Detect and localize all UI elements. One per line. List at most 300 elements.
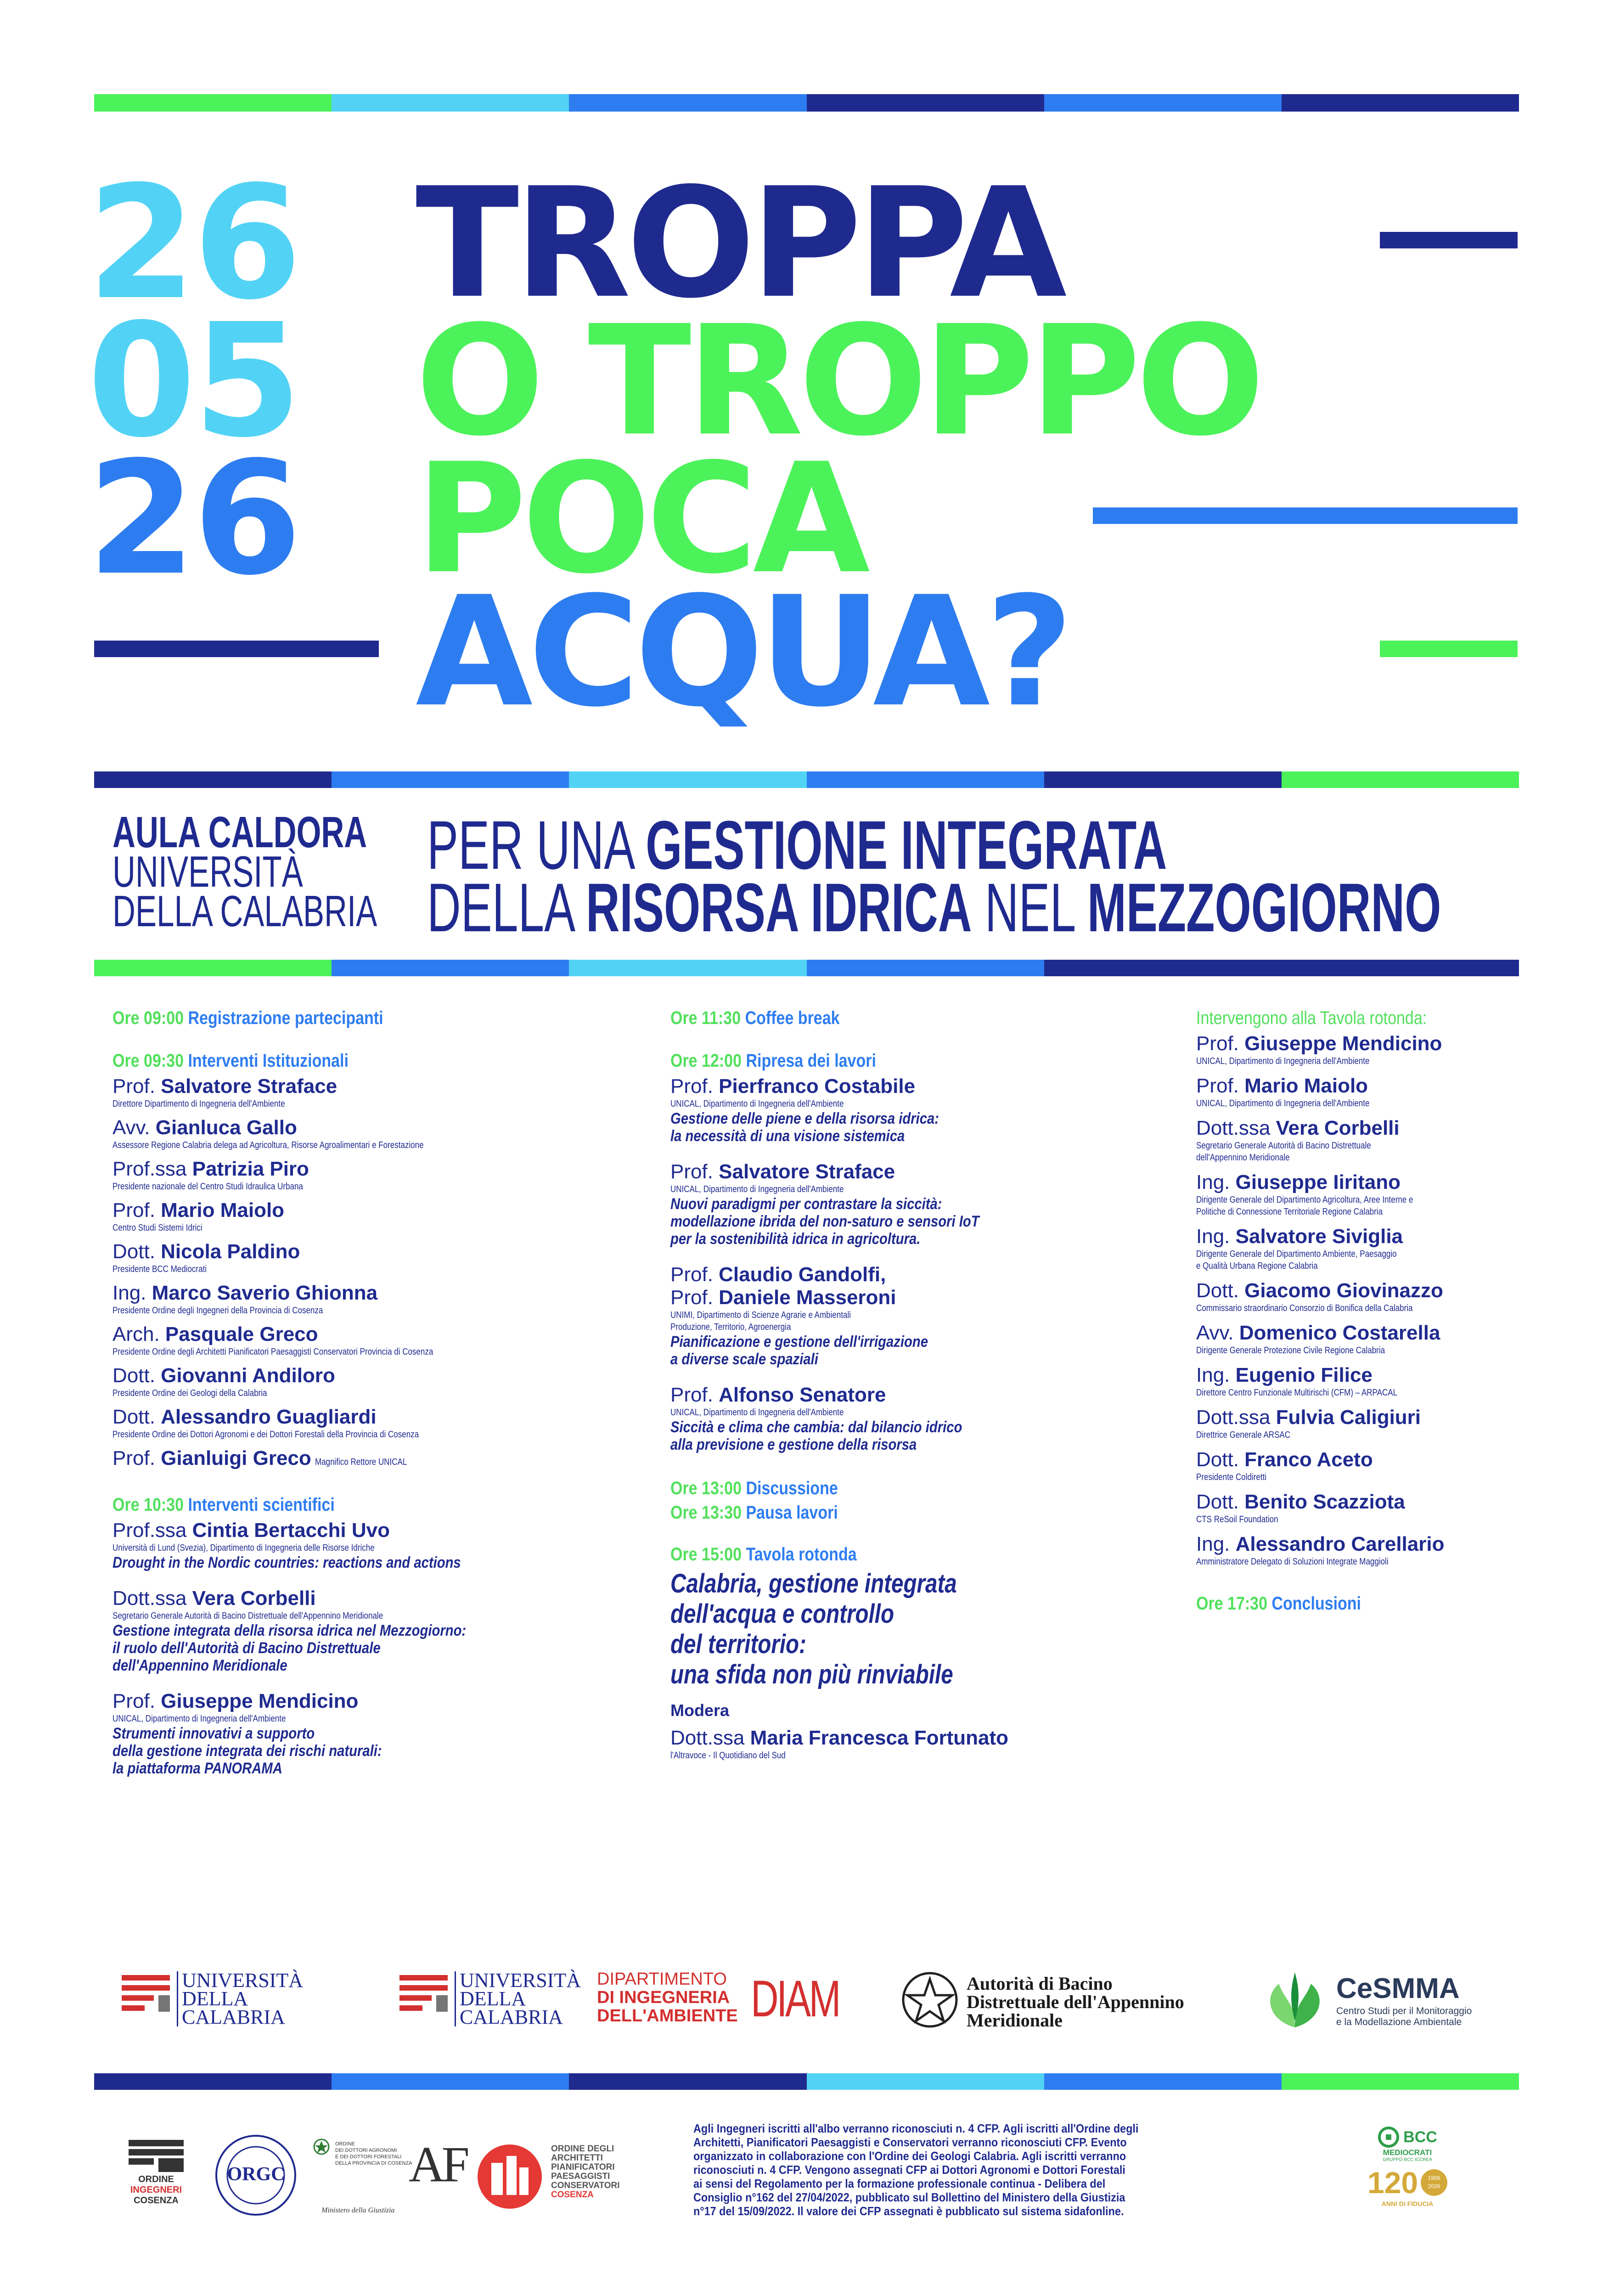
speaker-title: Avv. xyxy=(1196,1322,1239,1344)
speaker-title: Dott. xyxy=(112,1406,161,1428)
roundtable-speaker xyxy=(1196,1448,1527,1483)
program-column-3 xyxy=(1196,1008,1527,1618)
talk-item xyxy=(670,1075,1198,1145)
speaker-title: Dott. xyxy=(1196,1448,1245,1471)
speaker-name-line xyxy=(1196,1491,1527,1514)
roundtable-speaker xyxy=(1196,1117,1527,1164)
speaker-title: Dott. xyxy=(112,1240,161,1263)
speaker-title: Ing. xyxy=(112,1282,152,1304)
speaker-name: Mario Maiolo xyxy=(1244,1075,1368,1097)
talk-title: Gestione integrata della risorsa idrica nel Mezzogiorno: xyxy=(112,1622,467,1639)
subtitle-emphasis: RISORSA IDRICA xyxy=(585,869,972,946)
moderator-affiliation: l'Altravoce - Il Quotidiano del Sud xyxy=(670,1750,786,1761)
speaker-name: Patrizia Piro xyxy=(192,1158,309,1180)
title-line-2: O TROPPO xyxy=(416,293,1260,469)
speaker-item xyxy=(112,1406,641,1441)
venue-line-3: DELLA CALABRIA xyxy=(112,887,377,936)
talk-item xyxy=(112,1519,641,1571)
roundtable-speakers xyxy=(1196,1032,1527,1568)
cfp-line: organizzato in collaborazione con l'Ordine dei Geologi Calabria. Agli iscritti verranno xyxy=(693,2149,1126,2163)
architetti-line: PIANIFICATORI xyxy=(551,2162,615,2172)
architetti-mark-icon xyxy=(475,2142,544,2211)
ministero-text: Ministero della Giustizia xyxy=(321,2206,395,2214)
logo-ordine-ingegneri xyxy=(122,2140,191,2206)
speaker-title: Prof. xyxy=(112,1075,161,1097)
talk-title: alla previsione e gestione della risorsa xyxy=(670,1436,917,1453)
talk-title: Drought in the Nordic countries: reactions and actions xyxy=(112,1554,461,1571)
architetti-line: CONSERVATORI xyxy=(551,2181,620,2190)
speaker-name-line xyxy=(1196,1406,1527,1429)
speaker-affiliation: Presidente Ordine dei Dottori Agronomi e dei Dottori Forestali della Provincia di Cosenza xyxy=(112,1429,419,1440)
speaker-affiliation: UNICAL, Dipartimento di Ingegneria dell'Ambiente xyxy=(670,1099,844,1109)
moderator-name xyxy=(670,1727,1198,1750)
logo-bcc xyxy=(1359,2126,1456,2207)
title-line-1: TROPPA xyxy=(416,155,1063,332)
bcc-year: 2026 xyxy=(1428,2183,1440,2189)
logo-architetti xyxy=(475,2138,620,2216)
speaker-title: Prof. xyxy=(112,1447,161,1469)
roundtable-heading: Intervengono alla Tavola rotonda: xyxy=(1196,1008,1427,1028)
speaker-name: Gianluca Gallo xyxy=(155,1116,297,1139)
speaker-name-line xyxy=(112,1075,641,1098)
speaker-item xyxy=(112,1447,641,1470)
session-label: Ripresa dei lavori xyxy=(746,1051,876,1071)
speaker-name: Mario Maiolo xyxy=(161,1199,285,1221)
speaker-affiliation: Università di Lund (Svezia), Dipartimento di Ingegneria delle Risorse Idriche xyxy=(112,1543,375,1553)
speaker-name-line xyxy=(112,1240,641,1263)
time-label: Ore 09:30 xyxy=(112,1051,184,1071)
agronomi-line: ORDINE xyxy=(335,2141,355,2147)
ordine-line: INGEGNERI xyxy=(130,2185,182,2195)
speaker-affiliation: Dirigente Generale del Dipartimento Ambiente, Paesaggio xyxy=(1196,1249,1397,1259)
speaker-name-line xyxy=(670,1286,1198,1309)
speaker-title: Prof. xyxy=(1196,1032,1245,1055)
logo-diam: DIAM xyxy=(751,1970,839,2027)
speaker-affiliation: Dirigente Generale Protezione Civile Regione Calabria xyxy=(1196,1345,1385,1356)
speaker-name-line xyxy=(1196,1364,1527,1387)
top-stripe xyxy=(94,94,1519,112)
logo-orgc xyxy=(214,2133,298,2218)
speaker-name: Giacomo Giovinazzo xyxy=(1244,1279,1443,1302)
roundtable-title-line: del territorio: xyxy=(670,1629,806,1659)
logo-agronomi xyxy=(308,2138,412,2214)
roundtable-title-line: una sfida non più rinviabile xyxy=(670,1660,953,1689)
speaker-name-line xyxy=(112,1690,641,1713)
speaker-title: Dott.ssa xyxy=(1196,1117,1276,1139)
speaker-title: Prof. xyxy=(670,1286,719,1309)
dash-right-1 xyxy=(1380,232,1518,248)
talk-item xyxy=(112,1587,641,1674)
date-month: 05 xyxy=(87,290,299,472)
session-time xyxy=(670,1008,1119,1029)
speaker-title: Ing. xyxy=(1196,1364,1236,1386)
speaker-name: Claudio Gandolfi, xyxy=(719,1263,886,1286)
time-label: Ore 09:00 xyxy=(112,1008,184,1028)
session-time xyxy=(112,1008,562,1029)
speaker-affiliation: Direttrice Generale ARSAC xyxy=(1196,1430,1291,1440)
speaker-name-line xyxy=(112,1116,641,1139)
logo-department xyxy=(597,1970,748,2025)
talk-title: Strumenti innovativi a supporto xyxy=(112,1725,315,1742)
speaker-affiliation: Direttore Centro Funzionale Multirischi (CFM) – ARPACAL xyxy=(1196,1388,1398,1398)
bcc-tag: ANNI DI FIDUCIA xyxy=(1381,2200,1434,2207)
roundtable-speaker xyxy=(1196,1364,1527,1399)
speaker-name-line xyxy=(1196,1075,1527,1097)
speaker-name: Alessandro Guagliardi xyxy=(161,1406,377,1428)
talk-title: della gestione integrata dei rischi naturali: xyxy=(112,1742,382,1760)
subtitle-line-1 xyxy=(427,806,1441,884)
talk-item xyxy=(670,1160,1198,1248)
speaker-name-line xyxy=(112,1323,641,1346)
session-label: Discussione xyxy=(746,1478,838,1498)
speaker-title: Prof. xyxy=(670,1263,719,1286)
bcc-mark-icon xyxy=(1378,2126,1400,2148)
speaker-name-line xyxy=(112,1199,641,1222)
speaker-affiliation: Commissario straordinario Consorzio di Bonifica della Calabria xyxy=(1196,1303,1413,1313)
speaker-affiliation: Produzione, Territorio, Agroenergia xyxy=(670,1322,791,1332)
bcc-sub-2: GRUPPO BCC ICCREA xyxy=(1383,2157,1432,2162)
speaker-title: Dott. xyxy=(1196,1491,1245,1513)
architetti-line: COSENZA xyxy=(551,2190,594,2200)
speaker-affiliation: UNICAL, Dipartimento di Ingegneria dell'Ambiente xyxy=(670,1407,844,1418)
speaker-name: Benito Scazziota xyxy=(1244,1491,1405,1513)
cfp-line: Architetti, Pianificatori Paesaggisti e Conservatori verranno riconosciuti CFP. Evento xyxy=(693,2135,1127,2149)
speaker-name: Cintia Bertacchi Uvo xyxy=(192,1519,390,1542)
time-label: Ore 12:00 xyxy=(670,1051,742,1071)
speaker-title: Ing. xyxy=(1196,1171,1236,1193)
speaker-title: Prof. xyxy=(670,1160,719,1183)
unical-line: DELLA xyxy=(460,1987,526,2010)
session-time xyxy=(670,1544,1119,1565)
bcc-sub-1: MEDIOCRATI xyxy=(1383,2148,1432,2157)
speaker-name: Daniele Masseroni xyxy=(719,1286,896,1309)
republic-emblem-icon xyxy=(312,2138,331,2156)
cesmma-leaf-icon xyxy=(1260,1970,1329,2030)
autorita-line: Meridionale xyxy=(967,2010,1063,2031)
speaker-title: Arch. xyxy=(112,1323,165,1345)
speaker-affiliation: UNIMI, Dipartimento di Scienze Agrarie e Ambientali xyxy=(670,1310,851,1320)
speaker-name-line xyxy=(112,1364,641,1387)
speaker-title: Dott. xyxy=(112,1364,161,1387)
speaker-item xyxy=(112,1323,641,1358)
subtitle-emphasis: MEZZOGIORNO xyxy=(1087,869,1441,946)
unical-line: DELLA xyxy=(182,1987,248,2010)
unical-mark-icon xyxy=(122,1975,170,2012)
speaker-name-line xyxy=(112,1447,641,1470)
talk-title: dell'Appennino Meridionale xyxy=(112,1657,287,1674)
talk-title: Nuovi paradigmi per contrastare la siccità: xyxy=(670,1195,942,1213)
cesmma-sub-1: Centro Studi per il Monitoraggio xyxy=(1336,2006,1472,2016)
subtitle-line-2 xyxy=(427,869,1441,946)
speaker-name-line xyxy=(112,1158,641,1181)
talk-title: Gestione delle piene e della risorsa idrica: xyxy=(670,1110,939,1127)
speaker-name-line xyxy=(1196,1322,1527,1345)
speaker-item xyxy=(112,1199,641,1234)
speaker-title: Ing. xyxy=(1196,1533,1236,1555)
speaker-title: Avv. xyxy=(112,1116,156,1139)
session-time xyxy=(112,1051,562,1071)
speaker-title: Dott.ssa xyxy=(1196,1406,1276,1429)
speaker-name: Pasquale Greco xyxy=(165,1323,318,1345)
talk-title: il ruolo dell'Autorità di Bacino Distrettuale xyxy=(112,1639,381,1657)
cfp-line: ai sensi del Regolamento per la formazione professionale continua - Delibera del xyxy=(693,2177,1106,2190)
autorita-line: Autorità di Bacino xyxy=(967,1973,1113,1994)
speaker-title: Dott.ssa xyxy=(112,1587,192,1609)
session-time xyxy=(670,1478,1119,1499)
speaker-affiliation: Direttore Dipartimento di Ingegneria dell'Ambiente xyxy=(112,1099,285,1109)
dept-line-2: DI INGEGNERIA xyxy=(597,1988,730,2007)
talk-item xyxy=(112,1690,641,1777)
speaker-affiliation: Presidente Ordine dei Geologi della Calabria xyxy=(112,1388,267,1398)
bcc-120: 120 xyxy=(1367,2166,1418,2200)
roundtable-speaker xyxy=(1196,1406,1527,1441)
subtitle-text: PER UNA xyxy=(427,806,646,884)
speaker-name-line xyxy=(1196,1117,1527,1140)
session-time xyxy=(670,1503,1119,1523)
bcc-name: BCC xyxy=(1403,2128,1437,2146)
speaker-title: Dott. xyxy=(1196,1279,1245,1302)
program-top-stripe xyxy=(94,960,1519,976)
speaker-name-line xyxy=(670,1263,1198,1286)
speaker-affiliation: Centro Studi Sistemi Idrici xyxy=(112,1223,202,1233)
cesmma-sub-2: e la Modellazione Ambientale xyxy=(1336,2017,1462,2027)
cfp-line: Agli Ingegneri iscritti all'albo verranno riconosciuti n. 4 CFP. Agli iscritti all'Ordine degli xyxy=(693,2122,1139,2135)
program-column-1 xyxy=(112,1008,641,1793)
session-label: Tavola rotonda xyxy=(746,1544,857,1564)
speaker-name: Domenico Costarella xyxy=(1239,1322,1440,1344)
time-label: Ore 17:30 xyxy=(1196,1593,1267,1614)
speaker-affiliation: Presidente Ordine degli Ingegneri della Provincia di Cosenza xyxy=(112,1306,323,1316)
cesmma-name: CeSMMA xyxy=(1336,1973,1460,2004)
talk-title: la piattaforma PANORAMA xyxy=(112,1760,282,1777)
session-time xyxy=(1196,1593,1477,1614)
subtitle xyxy=(427,806,1620,946)
roundtable-title-line: Calabria, gestione integrata xyxy=(670,1569,957,1598)
speaker-affiliation: Presidente Ordine degli Architetti Pianificatori Paesaggisti Conservatori Provincia di Cosenza xyxy=(112,1347,433,1357)
speaker-name: Giuseppe Iiritano xyxy=(1235,1171,1401,1193)
logo-unical-2 xyxy=(399,1968,602,2041)
middle-stripe xyxy=(94,771,1519,788)
speaker-name-line xyxy=(1196,1279,1527,1302)
roundtable-speaker xyxy=(1196,1225,1527,1272)
speaker-item xyxy=(112,1158,641,1193)
dash-left-4 xyxy=(94,641,379,657)
subtitle-text: DELLA xyxy=(427,869,586,946)
speaker-name: Gianluigi Greco xyxy=(161,1447,311,1469)
speaker-name: Giuseppe Mendicino xyxy=(1244,1032,1442,1055)
venue-line-2: UNIVERSITÀ xyxy=(112,847,303,896)
speaker-title: Prof. xyxy=(112,1199,161,1221)
ordine-line: COSENZA xyxy=(134,2195,179,2206)
speaker-name: Alfonso Senatore xyxy=(719,1384,886,1406)
speaker-affiliation: dell'Appennino Meridionale xyxy=(1196,1153,1290,1163)
session-time xyxy=(112,1495,562,1515)
speaker-affiliation: Presidente Coldiretti xyxy=(1196,1472,1267,1482)
speaker-affiliation: UNICAL, Dipartimento di Ingegneria dell'Ambiente xyxy=(112,1714,286,1724)
speaker-title: Prof. xyxy=(1196,1075,1245,1097)
speaker-item xyxy=(112,1116,641,1151)
speaker-name: Salvatore Straface xyxy=(161,1075,338,1097)
talk-title: Siccità e clima che cambia: dal bilancio idrico xyxy=(670,1418,962,1436)
speaker-affiliation: Magnifico Rettore UNICAL xyxy=(315,1457,407,1467)
speaker-name: Vera Corbelli xyxy=(192,1587,316,1609)
time-label: Ore 11:30 xyxy=(670,1008,741,1028)
roundtable-speaker xyxy=(1196,1491,1527,1525)
speaker-title: Ing. xyxy=(1196,1225,1236,1248)
cfp-line: riconosciuti n. 4 CFP. Vengono assegnati CFP ai Dottori Agronomi e Dottori Forestali xyxy=(693,2163,1125,2177)
architetti-line: ARCHITETTI xyxy=(551,2153,603,2163)
speaker-item xyxy=(112,1282,641,1317)
session-label: Pausa lavori xyxy=(746,1503,838,1523)
speaker-affiliation: Amministratore Delegato di Soluzioni Integrate Maggioli xyxy=(1196,1557,1389,1567)
subtitle-text: NEL xyxy=(972,869,1087,946)
speaker-affiliation: UNICAL, Dipartimento di Ingegneria dell'Ambiente xyxy=(1196,1098,1370,1109)
roundtable-speaker xyxy=(1196,1322,1527,1356)
talk-title: la necessità di una visione sistemica xyxy=(670,1127,905,1145)
talk-item xyxy=(670,1384,1198,1453)
speaker-name-line xyxy=(670,1384,1198,1407)
speaker-item xyxy=(112,1075,641,1110)
speaker-affiliation: Segretario Generale Autorità di Bacino Distrettuale dell'Appennino Meridionale xyxy=(112,1611,383,1621)
cfp-line: Consiglio n°162 del 27/04/2022, pubblicato sul Bollettino del Ministero della Giustizia xyxy=(693,2190,1125,2204)
resume-talks xyxy=(670,1075,1198,1453)
speaker-name-line xyxy=(1196,1448,1527,1471)
bcc-year: 1906 xyxy=(1428,2175,1440,2181)
roundtable-speaker xyxy=(1196,1279,1527,1314)
speaker-title: Prof. xyxy=(112,1690,161,1712)
speaker-item xyxy=(112,1240,641,1275)
orgc-text: ORGC xyxy=(227,2164,285,2185)
title-line-3: POCA xyxy=(416,431,866,607)
speaker-name: Vera Corbelli xyxy=(1276,1117,1400,1139)
speaker-affiliation: e Qualità Urbana Regione Calabria xyxy=(1196,1261,1318,1271)
logo-unical-1 xyxy=(122,1968,324,2041)
speaker-name: Maria Francesca Fortunato xyxy=(750,1727,1008,1749)
speaker-item xyxy=(112,1364,641,1399)
speaker-name-line xyxy=(112,1282,641,1305)
talk-title: Pianificazione e gestione dell'irrigazione xyxy=(670,1333,928,1351)
speaker-name-line xyxy=(112,1587,641,1610)
speaker-affiliation: Dirigente Generale del Dipartimento Agricoltura, Aree Interne e xyxy=(1196,1195,1413,1205)
speaker-affiliation: CTS ReSoil Foundation xyxy=(1196,1514,1278,1525)
speaker-name-line xyxy=(1196,1533,1527,1556)
ordine-grid-icon xyxy=(129,2140,184,2172)
logo-af: AF xyxy=(409,2136,466,2192)
speaker-affiliation: Politiche di Connessione Territoriale Regione Calabria xyxy=(1196,1207,1383,1217)
speaker-name-line xyxy=(112,1406,641,1429)
speaker-title: Prof.ssa xyxy=(112,1519,192,1542)
speaker-title: Prof.ssa xyxy=(112,1158,192,1180)
speaker-title: Prof. xyxy=(670,1384,719,1406)
ordine-line: ORDINE xyxy=(138,2174,174,2184)
scientific-talks xyxy=(112,1519,641,1777)
session-label: Registrazione partecipanti xyxy=(188,1008,383,1028)
session-label: Coffee break xyxy=(745,1008,840,1028)
unical-line: CALABRIA xyxy=(182,2006,285,2028)
roundtable-speaker xyxy=(1196,1075,1527,1109)
talk-title: a diverse scale spaziali xyxy=(670,1351,818,1368)
title-line-4: ACQUA? xyxy=(416,564,1069,740)
speaker-title: Prof. xyxy=(670,1075,719,1097)
dash-right-4 xyxy=(1380,641,1518,657)
venue-line-1: AULA CALDORA xyxy=(112,808,367,857)
unical-line: UNIVERSITÀ xyxy=(460,1969,581,1992)
time-label: Ore 15:00 xyxy=(670,1544,742,1564)
dash-right-2 xyxy=(1093,507,1518,524)
architetti-line: PAESAGGISTI xyxy=(551,2172,610,2181)
speaker-name: Fulvia Caligiuri xyxy=(1276,1406,1421,1429)
cfp-notice xyxy=(693,2122,1251,2218)
architetti-line: ORDINE DEGLI xyxy=(551,2144,614,2154)
roundtable-speaker xyxy=(1196,1533,1527,1568)
speaker-name: Nicola Paldino xyxy=(161,1240,300,1263)
dept-line-1: DIPARTIMENTO xyxy=(597,1970,727,1989)
cfp-line: n°17 del 15/09/2022. Il valore dei CFP assegnati è pubblicato sul sistema sidafonline. xyxy=(693,2204,1124,2218)
italian-emblem-icon xyxy=(900,1970,960,2030)
session-label: Conclusioni xyxy=(1271,1593,1361,1614)
time-label: Ore 13:00 xyxy=(670,1478,742,1498)
unical-line: CALABRIA xyxy=(460,2006,563,2028)
program-column-2 xyxy=(670,1008,1198,1761)
time-label: Ore 10:30 xyxy=(112,1495,184,1515)
agronomi-line: DEI DOTTORI AGRONOMI xyxy=(335,2148,397,2153)
speaker-name-line xyxy=(670,1075,1198,1098)
talk-title: per la sostenibilità idrica in agricoltura. xyxy=(670,1230,921,1248)
speaker-name-line xyxy=(1196,1171,1527,1194)
agronomi-line: DELLA PROVINCIA DI COSENZA xyxy=(335,2161,412,2166)
bottom-stripe xyxy=(94,2073,1519,2090)
speaker-name: Pierfranco Costabile xyxy=(719,1075,916,1097)
date-year: 26 xyxy=(87,428,299,610)
autorita-line: Distrettuale dell'Appennino xyxy=(967,1992,1184,2012)
subtitle-emphasis: GESTIONE INTEGRATA xyxy=(646,806,1167,884)
speaker-affiliation: Segretario Generale Autorità di Bacino Distrettuale xyxy=(1196,1141,1371,1151)
speaker-affiliation: Presidente nazionale del Centro Studi Idraulica Urbana xyxy=(112,1182,303,1192)
agronomi-line: E DEI DOTTORI FORESTALI xyxy=(335,2154,402,2160)
talk-item xyxy=(670,1263,1198,1368)
speaker-name-line xyxy=(1196,1225,1527,1248)
speaker-affiliation: UNICAL, Dipartimento di Ingegneria dell'Ambiente xyxy=(670,1184,844,1194)
speaker-name: Eugenio Filice xyxy=(1235,1364,1372,1386)
dept-line-3: DELL'AMBIENTE xyxy=(597,2006,738,2026)
session-label: Interventi scientifici xyxy=(188,1495,335,1515)
moderator-label: Modera xyxy=(670,1701,730,1720)
talk-title: modellazione ibrida del non-saturo e sensori IoT xyxy=(670,1213,979,1230)
session-label: Interventi Istituzionali xyxy=(188,1051,349,1071)
roundtable-speaker xyxy=(1196,1171,1527,1218)
venue xyxy=(112,808,480,936)
speaker-name-line xyxy=(670,1160,1198,1183)
date-day: 26 xyxy=(87,152,299,334)
roundtable-title xyxy=(670,1569,1198,1690)
speaker-affiliation: UNICAL, Dipartimento di Ingegneria dell'Ambiente xyxy=(1196,1056,1370,1066)
unical-mark-icon xyxy=(399,1975,448,2012)
speaker-name: Salvatore Straface xyxy=(719,1160,895,1183)
session-time xyxy=(670,1051,1119,1071)
speaker-name: Giuseppe Mendicino xyxy=(161,1690,359,1712)
speaker-name: Alessandro Carellario xyxy=(1235,1533,1445,1555)
speaker-name: Salvatore Siviglia xyxy=(1235,1225,1403,1248)
roundtable-speaker xyxy=(1196,1032,1527,1067)
unical-line: UNIVERSITÀ xyxy=(182,1969,303,1992)
speaker-affiliation: Assessore Regione Calabria delega ad Agricoltura, Risorse Agroalimentari e Forestazione xyxy=(112,1140,424,1150)
speaker-name: Franco Aceto xyxy=(1244,1448,1373,1471)
speaker-title: Dott.ssa xyxy=(670,1727,750,1749)
speaker-affiliation: Presidente BCC Mediocrati xyxy=(112,1264,207,1274)
speaker-name-line xyxy=(1196,1032,1527,1055)
time-label: Ore 13:30 xyxy=(670,1503,742,1523)
speaker-name: Giovanni Andiloro xyxy=(161,1364,335,1387)
